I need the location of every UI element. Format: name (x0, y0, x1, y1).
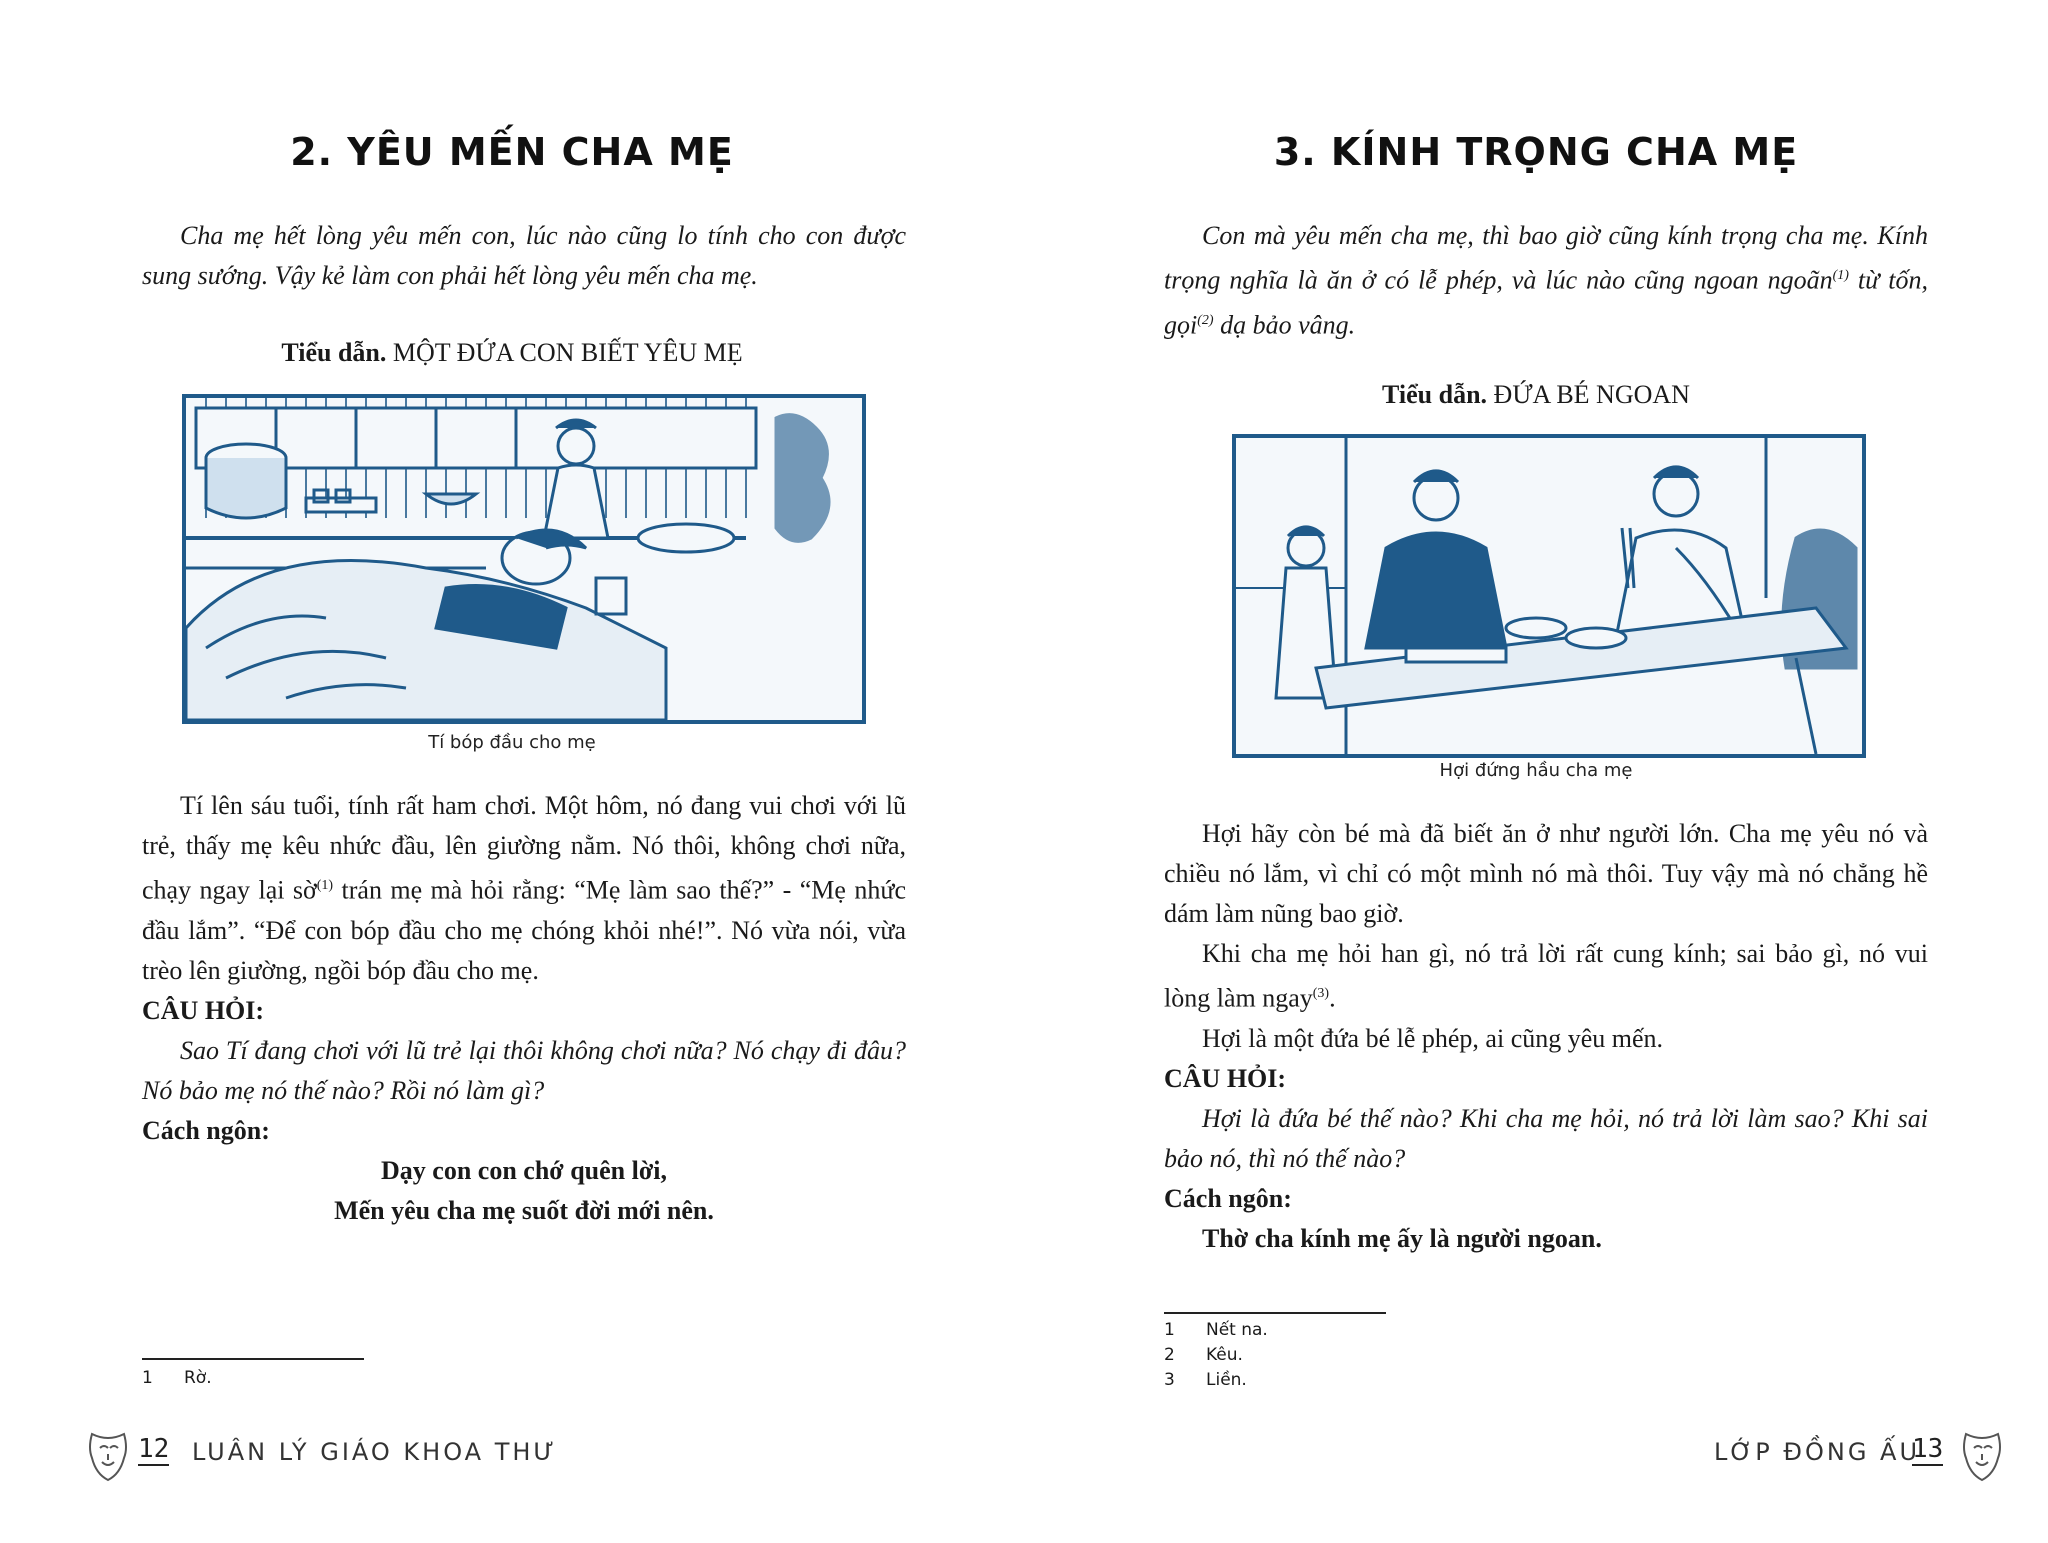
maxim-line-2: Mến yêu cha mẹ suốt đời mới nên. (334, 1195, 714, 1225)
footnote-ref-1: (1) (316, 878, 334, 893)
running-title: LUÂN LÝ GIÁO KHOA THƯ (192, 1438, 558, 1466)
maxim-label: Cách ngôn: (142, 1115, 270, 1145)
tiger-head-emblem-icon (86, 1428, 130, 1482)
footnotes (1164, 1318, 1268, 1393)
page-number: 12 (138, 1434, 170, 1464)
questions-label: CÂU HỎI: (1164, 1063, 1287, 1093)
lesson-title: 3. KÍNH TRỌNG CHA MẸ (1273, 130, 1799, 174)
story-label: Tiểu dẫn. (281, 338, 387, 367)
right-page (1024, 0, 2048, 1543)
lesson-intro: Cha mẹ hết lòng yêu mến con, lúc nào cũng lo tính cho con được sung sướng. Vậy kẻ làm con phải hết lòng yêu mến cha mẹ. (142, 221, 906, 290)
questions-text: Sao Tí đang chơi với lũ trẻ lại thôi không chơi nữa? Nó chạy đi đâu? Nó bảo mẹ nó thế nào? Rồi nó làm gì? (142, 1035, 906, 1105)
footnote-rule (142, 1358, 364, 1360)
illustration-child-serving-parents (1232, 434, 1866, 758)
maxim-label: Cách ngôn: (1164, 1183, 1292, 1213)
lesson-title: 2. YÊU MẾN CHA MẸ (290, 130, 734, 174)
footnote-ref-2: (2) (1197, 312, 1214, 328)
illustration-caption: Tí bóp đầu cho mẹ (428, 732, 596, 753)
footnote-item: 1 Rờ. (142, 1368, 212, 1388)
story-title: ĐỨA BÉ NGOAN (1493, 380, 1690, 409)
story-paragraph: Tí lên sáu tuổi, tính rất ham chơi. Một hôm, nó đang vui chơi với lũ trẻ, thấy mẹ kêu nhức đầu, lên giường nằm. Nó thôi, không chơi nữa, chạy ngay lại sờ$^{(1)}$ trán mẹ mà hỏi rằng: “Mẹ làm sao thế?” - “Mẹ nhức đầu lắm”. “Để con bóp đầu cho mẹ chóng khỏi nhé!”. Nó vừa nói, vừa trèo lên giường, ngồi bóp đầu cho mẹ. (142, 791, 906, 985)
maxim-line-1: Dạy con con chớ quên lời, (381, 1155, 667, 1185)
tiger-head-emblem-icon (1960, 1428, 2004, 1482)
footnote-ref-3: (3) (1312, 986, 1330, 1001)
footnotes (142, 1366, 212, 1391)
page-number: 13 (1912, 1434, 1944, 1464)
lesson-intro: Con mà yêu mến cha mẹ, thì bao giờ cũng kính trọng cha mẹ. Kính trọng nghĩa là ăn ở có lễ phép, và lúc nào cũng ngoan ngoãn$^{(1)}$ từ tốn, gọi$^{(2)}$ dạ bảo vâng. (1164, 221, 1928, 340)
story-heading (1024, 380, 2048, 410)
questions-label: CÂU HỎI: (142, 995, 265, 1025)
footnote-ref-1: (1) (1832, 268, 1849, 283)
maxim-line: Thờ cha kính mẹ ấy là người ngoan. (1202, 1223, 1602, 1253)
questions-text: Hợi là đứa bé thế nào? Khi cha mẹ hỏi, nó trả lời làm sao? Khi sai bảo nó, thì nó thế nào? (1164, 1103, 1928, 1173)
footnote-item: 3 Liền. (1164, 1370, 1247, 1390)
lesson-body (142, 786, 906, 1231)
running-title: LỚP ĐỒNG ẤU (1714, 1438, 1921, 1466)
story-title: MỘT ĐỨA CON BIẾT YÊU MẸ (392, 338, 743, 367)
footnote-item: 1 Nết na. (1164, 1320, 1268, 1340)
lesson-body (1164, 814, 1928, 1259)
footnote-item: 2 Kêu. (1164, 1345, 1243, 1365)
story-paragraph-1: Hợi hãy còn bé mà đã biết ăn ở như người lớn. Cha mẹ yêu nó và chiều nó lắm, vì chỉ có một mình nó mà thôi. Tuy vậy mà nó chẳng hề dám làm nũng bao giờ. (1164, 819, 1928, 928)
footnote-rule (1164, 1312, 1386, 1314)
story-paragraph-3: Hợi là một đứa bé lễ phép, ai cũng yêu mến. (1202, 1023, 1664, 1053)
story-label: Tiểu dẫn. (1382, 380, 1488, 409)
story-heading (0, 338, 1024, 368)
illustration-mother-headache (182, 394, 866, 724)
story-paragraph-2: Khi cha mẹ hỏi han gì, nó trả lời rất cung kính; sai bảo gì, nó vui lòng làm ngay$^{(3)}$. (1164, 939, 1928, 1013)
illustration-caption: Hợi đứng hầu cha mẹ (1439, 760, 1633, 781)
